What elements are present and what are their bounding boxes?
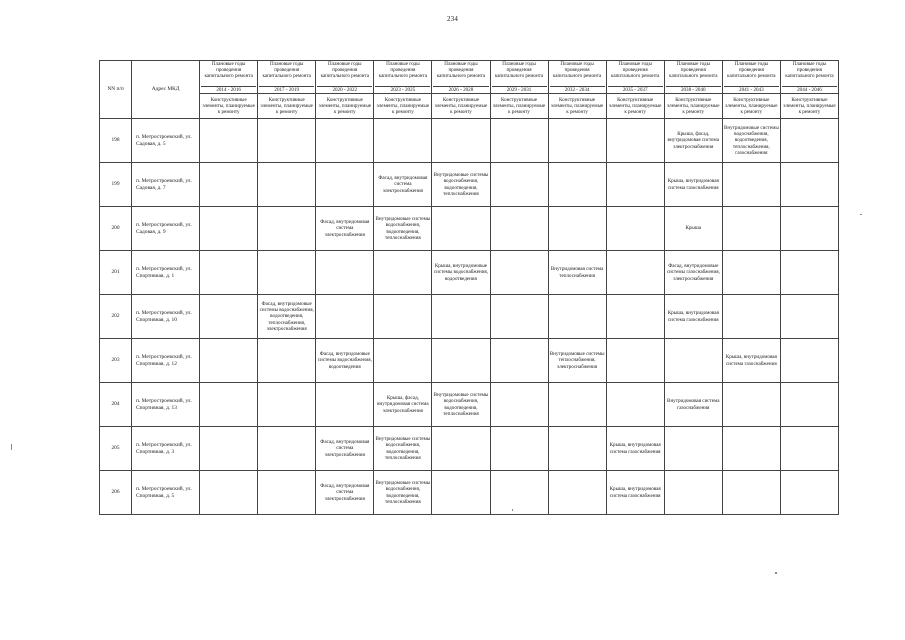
period-years: 2041 - 2043: [724, 86, 779, 93]
period-years: 2023 - 2025: [375, 86, 430, 93]
header-period-8: [606, 61, 664, 94]
period-years: 2014 - 2016: [201, 86, 256, 93]
repair-cell: [316, 383, 374, 427]
repair-cell: [316, 163, 374, 207]
repair-cell: [664, 339, 722, 383]
repair-cell: [548, 119, 606, 163]
repair-cell: Крыша, внутридомовые системы водоснабжения, водоотведения: [432, 251, 490, 295]
table-row: [100, 295, 839, 339]
repair-cell: [200, 383, 258, 427]
repair-cell: Фасад, внутридомовые системы водоснабжения, водоотведения: [316, 339, 374, 383]
period-label: Плановые годы проведения капитального ремонта: [378, 61, 428, 80]
period-label: Плановые годы проведения капитального ремонта: [436, 61, 486, 80]
header-period-2: [258, 61, 316, 94]
repair-cell: [548, 295, 606, 339]
repair-cell: [780, 207, 838, 251]
repair-cell: Фасад, внутридомовая система электроснабжения: [316, 471, 374, 515]
repair-cell: [780, 471, 838, 515]
header-period-5: [432, 61, 490, 94]
header-elements-5: Конструктивные элементы, планируемые к ремонту: [432, 94, 490, 119]
repair-cell: Крыша, внутридомовая система газоснабжения: [606, 427, 664, 471]
repair-cell: [606, 119, 664, 163]
scan-mark: [775, 572, 777, 574]
row-number: 205: [100, 427, 132, 471]
repair-cell: [432, 295, 490, 339]
header-num: NN п/п: [100, 61, 132, 119]
repair-cell: [780, 427, 838, 471]
repair-cell: Фасад, внутридомовая система электроснабжения: [316, 427, 374, 471]
header-period-9: [664, 61, 722, 94]
scan-mark: [11, 444, 12, 450]
repair-cell: [432, 207, 490, 251]
repair-cell: [490, 163, 548, 207]
repair-cell: [722, 471, 780, 515]
repair-cell: [490, 207, 548, 251]
period-label: Плановые годы проведения капитального ремонта: [669, 61, 718, 80]
scan-mark: [512, 509, 513, 511]
repair-cell: [722, 163, 780, 207]
repair-cell: [374, 339, 432, 383]
repair-cell: [606, 383, 664, 427]
period-years: 2017 - 2019: [259, 86, 314, 93]
header-elements-4: Конструктивные элементы, планируемые к ремонту: [374, 94, 432, 119]
period-label: Плановые годы проведения капитального ремонта: [610, 61, 660, 80]
header-period-3: [316, 61, 374, 94]
repair-cell: Внутридомовые системы теплоснабжения, электроснабжения: [548, 339, 606, 383]
repair-cell: [432, 339, 490, 383]
repair-cell: [490, 251, 548, 295]
repair-cell: [200, 163, 258, 207]
repair-cell: [490, 471, 548, 515]
repair-cell: Внутридомовая система теплоснабжения: [548, 251, 606, 295]
scan-mark: [860, 214, 862, 215]
repair-cell: Внутридомовые системы водоснабжения, водоотведения, теплоснабжения: [374, 471, 432, 515]
period-label: Плановые годы проведения капитального ремонта: [262, 61, 311, 80]
repair-cell: [316, 119, 374, 163]
period-label: Плановые годы проведения капитального ремонта: [552, 61, 602, 80]
repair-cell: [548, 163, 606, 207]
row-address: п. Метростроевский, ул. Спортивная, д. 10: [132, 295, 200, 339]
row-address: п. Метростроевский, ул. Садовая, д. 5: [132, 119, 200, 163]
header-period-11: [780, 61, 838, 94]
repair-cell: [548, 427, 606, 471]
repair-cell: [200, 427, 258, 471]
repair-cell: [780, 163, 838, 207]
repair-cell: [722, 207, 780, 251]
period-years: 2029 - 2031: [492, 86, 547, 93]
repair-cell: [780, 295, 838, 339]
period-label: Плановые годы проведения капитального ремонта: [204, 61, 253, 80]
table-header: [100, 61, 839, 119]
row-number: 201: [100, 251, 132, 295]
period-years: 2026 - 2028: [433, 86, 488, 93]
repair-cell: [722, 427, 780, 471]
header-elements-10: Конструктивные элементы, планируемые к ремонту: [722, 94, 780, 119]
repair-cell: [432, 427, 490, 471]
header-period-7: [548, 61, 606, 94]
repair-cell: Фасад, внутридомовая система электроснабжения: [316, 207, 374, 251]
repair-cell: Крыша, фасад, внутридомовая система электроснабжения: [664, 119, 722, 163]
header-elements-1: Конструктивные элементы, планируемые к ремонту: [200, 94, 258, 119]
repair-cell: [258, 339, 316, 383]
table-row: [100, 427, 839, 471]
period-years: 2020 - 2022: [317, 86, 372, 93]
period-label: Плановые годы проведения капитального ремонта: [494, 61, 544, 80]
repair-cell: Внутридомовые системы водоснабжения, водоотведения, теплоснабжения: [432, 383, 490, 427]
repair-cell: [780, 383, 838, 427]
repair-cell: [200, 471, 258, 515]
repair-cell: [258, 251, 316, 295]
repair-cell: [200, 207, 258, 251]
repair-cell: [316, 295, 374, 339]
table-row: [100, 339, 839, 383]
repair-cell: [664, 427, 722, 471]
repair-cell: [374, 119, 432, 163]
repair-cell: Крыша: [664, 207, 722, 251]
repair-cell: Крыша, фасад, внутридомовая система электроснабжения: [374, 383, 432, 427]
header-period-4: [374, 61, 432, 94]
repair-cell: [432, 471, 490, 515]
repair-cell: Крыша, внутридомовая система газоснабжения: [722, 339, 780, 383]
row-address: п. Метростроевский, ул. Спортивная, д. 1: [132, 251, 200, 295]
repair-cell: [432, 119, 490, 163]
row-number: 203: [100, 339, 132, 383]
row-address: п. Метростроевский, ул. Спортивная, д. 5: [132, 471, 200, 515]
row-number: 204: [100, 383, 132, 427]
repair-cell: Фасад, внутридомовые системы водоснабжения, водоотведения, теплоснабжения, электроснабжения: [258, 295, 316, 339]
repair-cell: [490, 339, 548, 383]
repair-cell: Фасад, внутридомовые системы газоснабжения, электроснабжения: [664, 251, 722, 295]
row-address: п. Метростроевский, ул. Спортивная, д. 3: [132, 427, 200, 471]
repair-cell: [780, 339, 838, 383]
header-elements-3: Конструктивные элементы, планируемые к ремонту: [316, 94, 374, 119]
header-address: Адрес МКД: [132, 61, 200, 119]
table-row: [100, 251, 839, 295]
repair-cell: [548, 471, 606, 515]
row-address: п. Метростроевский, ул. Садовая, д. 7: [132, 163, 200, 207]
repair-cell: [200, 251, 258, 295]
header-period-6: [490, 61, 548, 94]
table-row: [100, 207, 839, 251]
repair-cell: [258, 383, 316, 427]
repair-cell: Внутридомовые системы водоснабжения, водоотведения, теплоснабжения, газоснабжения: [722, 119, 780, 163]
row-number: 206: [100, 471, 132, 515]
repair-cell: [374, 251, 432, 295]
repair-cell: Фасад, внутридомовая система электроснабжения: [374, 163, 432, 207]
repair-cell: Внутридомовая система газоснабжения: [664, 383, 722, 427]
repair-cell: [258, 119, 316, 163]
row-address: п. Метростроевский, ул. Садовая, д. 9: [132, 207, 200, 251]
period-label: Плановые годы проведения капитального ремонта: [785, 61, 834, 80]
header-elements-7: Конструктивные элементы, планируемые к ремонту: [548, 94, 606, 119]
header-period-10: [722, 61, 780, 94]
repair-cell: Крыша, внутридомовая система газоснабжения: [606, 471, 664, 515]
row-number: 202: [100, 295, 132, 339]
repair-cell: [490, 295, 548, 339]
table-body: [100, 119, 839, 515]
row-address: п. Метростроевский, ул. Спортивная, д. 13: [132, 383, 200, 427]
row-address: п. Метростроевский, ул. Спортивная, д. 12: [132, 339, 200, 383]
repair-cell: [722, 251, 780, 295]
period-label: Плановые годы проведения капитального ремонта: [320, 61, 370, 80]
repair-cell: [200, 295, 258, 339]
repair-cell: [200, 119, 258, 163]
repair-cell: [606, 339, 664, 383]
row-number: 198: [100, 119, 132, 163]
table-row: [100, 383, 839, 427]
repair-cell: [258, 207, 316, 251]
repair-cell: Внутридомовые системы водоснабжения, водоотведения, теплоснабжения: [374, 427, 432, 471]
repair-cell: [722, 295, 780, 339]
repair-cell: [490, 427, 548, 471]
page-number: 234: [446, 15, 459, 23]
repair-cell: [664, 471, 722, 515]
header-elements-11: Конструктивные элементы, планируемые к ремонту: [780, 94, 838, 119]
repair-cell: [606, 295, 664, 339]
table-row: [100, 119, 839, 163]
row-number: 200: [100, 207, 132, 251]
capital-repair-schedule-table: [99, 60, 839, 515]
repair-cell: [258, 471, 316, 515]
repair-cell: [374, 295, 432, 339]
period-years: 2035 - 2037: [608, 86, 663, 93]
repair-cell: [722, 383, 780, 427]
repair-cell: [200, 339, 258, 383]
repair-cell: [606, 163, 664, 207]
table-row: [100, 163, 839, 207]
repair-cell: [548, 207, 606, 251]
repair-cell: Внутридомовые системы водоснабжения, водоотведения, теплоснабжения: [374, 207, 432, 251]
header-elements-6: Конструктивные элементы, планируемые к ремонту: [490, 94, 548, 119]
header-elements-2: Конструктивные элементы, планируемые к ремонту: [258, 94, 316, 119]
repair-cell: [548, 383, 606, 427]
repair-cell: Крыша, внутридомовая система газоснабжения: [664, 295, 722, 339]
period-years: 2038 - 2040: [666, 86, 721, 93]
table-row: [100, 471, 839, 515]
header-elements-8: Конструктивные элементы, планируемые к ремонту: [606, 94, 664, 119]
period-label: Плановые годы проведения капитального ремонта: [727, 61, 776, 80]
period-years: 2044 - 2046: [782, 86, 837, 93]
repair-cell: [490, 383, 548, 427]
repair-cell: [606, 251, 664, 295]
repair-cell: [258, 427, 316, 471]
repair-cell: [780, 251, 838, 295]
row-number: 199: [100, 163, 132, 207]
header-elements-9: Конструктивные элементы, планируемые к ремонту: [664, 94, 722, 119]
repair-cell: [490, 119, 548, 163]
repair-cell: [316, 251, 374, 295]
repair-cell: Внутридомовые системы водоснабжения, водоотведения, теплоснабжения: [432, 163, 490, 207]
repair-cell: [258, 163, 316, 207]
repair-cell: [780, 119, 838, 163]
repair-cell: [606, 207, 664, 251]
header-period-1: [200, 61, 258, 94]
period-years: 2032 - 2034: [550, 86, 605, 93]
repair-cell: Крыша, внутридомовая система газоснабжения: [664, 163, 722, 207]
